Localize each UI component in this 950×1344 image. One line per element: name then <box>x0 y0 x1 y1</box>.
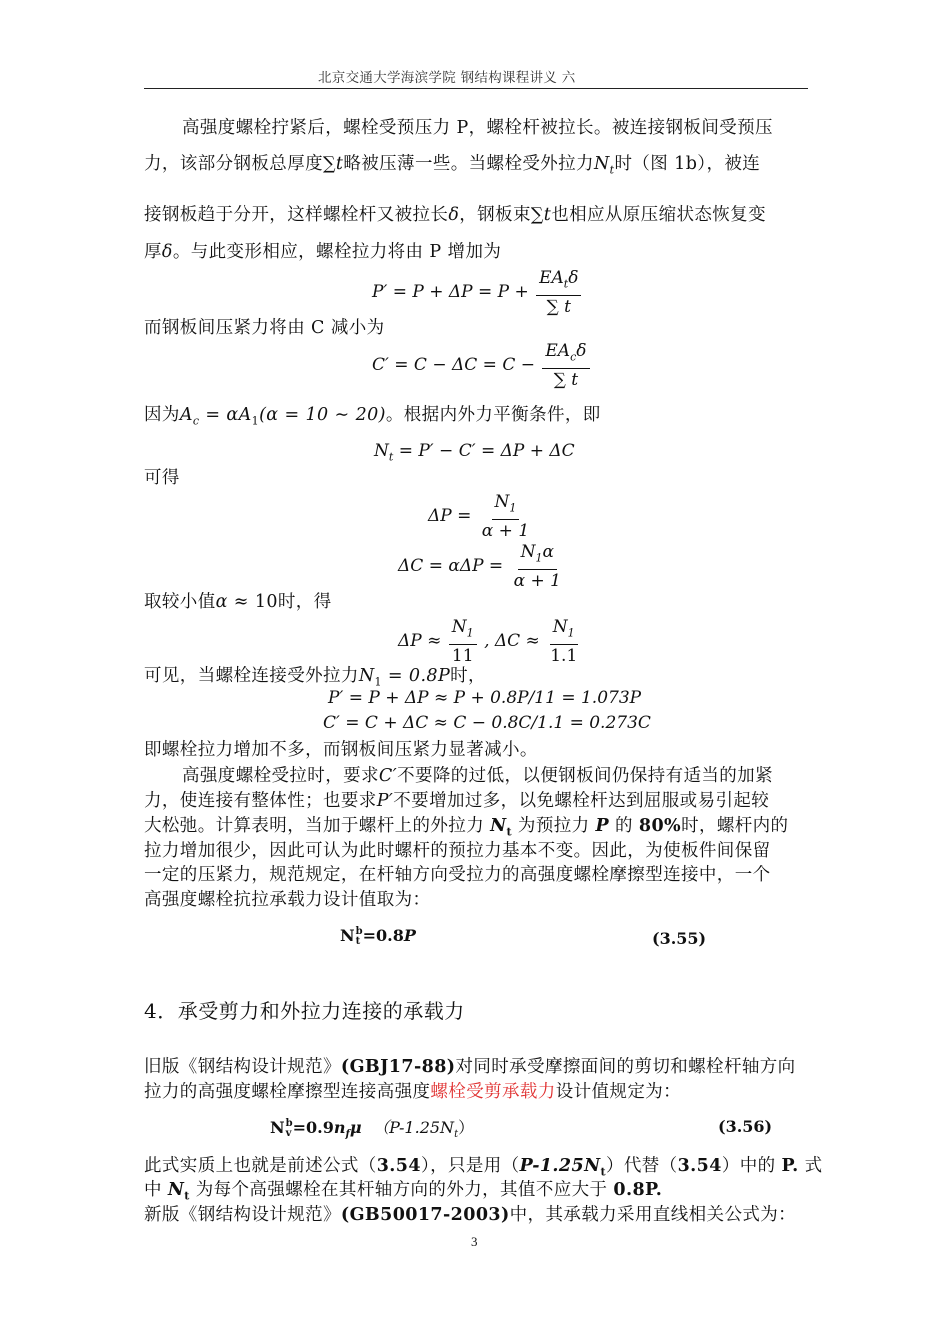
paragraph-line: 接钢板趋于分开，这样螺栓杆又被拉长δ，钢板束∑t也相应从原压缩状态恢复变 <box>144 205 766 225</box>
equation: N b t =0.8P <box>340 925 416 947</box>
section-heading: 4．承受剪力和外拉力连接的承载力 <box>144 999 465 1023</box>
equation-label: (3.55) <box>652 929 707 948</box>
paragraph-line: 大松弛。计算表明，当加于螺杆上的外拉力 $N_t$ 为预拉力 P 的 80%时，螺杆内的 <box>144 816 789 839</box>
paragraph-line: 高强度螺栓受拉时，要求C′不要降的过低，以便钢板间仍保持有适当的加紧 <box>182 766 773 786</box>
equation-label: (3.56) <box>718 1117 773 1136</box>
paragraph-line: 因为$A_c = \alpha A_1(\alpha = 10$ ∼ 20)。根据内外力平衡条件，即 <box>144 405 601 428</box>
page-header: 北京交通大学海滨学院 钢结构课程讲义 六 <box>318 70 576 86</box>
paragraph-line: 高强度螺栓抗拉承载力设计值取为： <box>144 890 431 910</box>
paragraph-line: 力，该部分钢板总厚度∑t略被压薄一些。当螺栓受外拉力$N_t$时（图 1b），被连 <box>144 154 761 177</box>
paragraph-line: 新版《钢结构设计规范》(GB50017-2003)中，其承载力采用直线相关公式为： <box>144 1205 797 1225</box>
paragraph-line: 力，使连接有整体性；也要求P′不要增加过多，以免螺栓杆达到屈服或易引起较 <box>144 791 770 811</box>
equation: C′ = C + ΔC ≈ C − 0.8C/1.1 = 0.273C <box>323 713 651 733</box>
equation: C′ = C − ΔC = C − $\frac{EA_c\delta}{\sum t}$ <box>372 341 592 390</box>
paragraph-line: 一定的压紧力，规范规定，在杆轴方向受拉力的高强度螺栓摩擦型连接中，一个 <box>144 865 771 885</box>
paragraph-line: 中 $N_t$ 为每个高强螺栓在其杆轴方向的外力，其值不应大于 0.8P. <box>144 1180 663 1203</box>
paragraph-line: 此式实质上也就是前述公式（3.54），只是用$(P-1.25N_t)$代替（3.54）中的 P. 式 <box>144 1156 823 1179</box>
paragraph-line: 取较小值α ≈ 10时，得 <box>144 592 332 612</box>
paragraph-line: 旧版《钢结构设计规范》(GBJ17-88)对同时承受摩擦面间的剪切和螺栓杆轴方向 <box>144 1057 796 1077</box>
equation: $N_t = P' - C' = \Delta P + \Delta C$ <box>374 441 575 464</box>
equation: N b v $=0.9n_f\mu$ $(P-1.25N_t)$ <box>270 1117 475 1141</box>
paragraph-line: 厚δ。与此变形相应，螺栓拉力将由 P 增加为 <box>144 242 502 262</box>
equation: P′ = P + ΔP ≈ P + 0.8P/11 = 1.073P <box>328 688 642 708</box>
equation: ΔP = $\frac{N_1}{\alpha + 1}$ <box>428 492 530 542</box>
equation: ΔC = αΔP = $\frac{N_1\alpha}{\alpha + 1}$ <box>398 542 561 592</box>
paragraph-line: 即螺栓拉力增加不多，而钢板间压紧力显著减小。 <box>144 740 538 760</box>
paragraph-line: 拉力增加很少，因此可认为此时螺杆的预拉力基本不变。因此，为使板件间保留 <box>144 841 771 861</box>
paragraph-line: 高强度螺栓拧紧后，螺栓受预压力 P，螺栓杆被拉长。被连接钢板间受预压 <box>182 118 773 138</box>
equation: P′ = P + ΔP = P + $\frac{EA_t\delta}{\sum t}$ <box>372 268 583 317</box>
paragraph-line: 拉力的高强度螺栓摩擦型连接高强度螺栓受剪承载力设计值规定为： <box>144 1082 682 1102</box>
paragraph-line: 可得 <box>144 468 180 488</box>
paragraph-line: 而钢板间压紧力将由 C 减小为 <box>144 318 385 338</box>
highlighted-term: 螺栓受剪承载力 <box>430 1082 556 1102</box>
page-number: 3 <box>471 1234 478 1249</box>
header-rule <box>144 88 808 89</box>
equation: ΔP ≈ $\frac{N_1}{11}$ , ΔC ≈ $\frac{N_1}{1.1}$ <box>398 617 578 667</box>
paragraph-line: 可见，当螺栓连接受外拉力$N_1 = 0.8P$时， <box>144 666 486 689</box>
